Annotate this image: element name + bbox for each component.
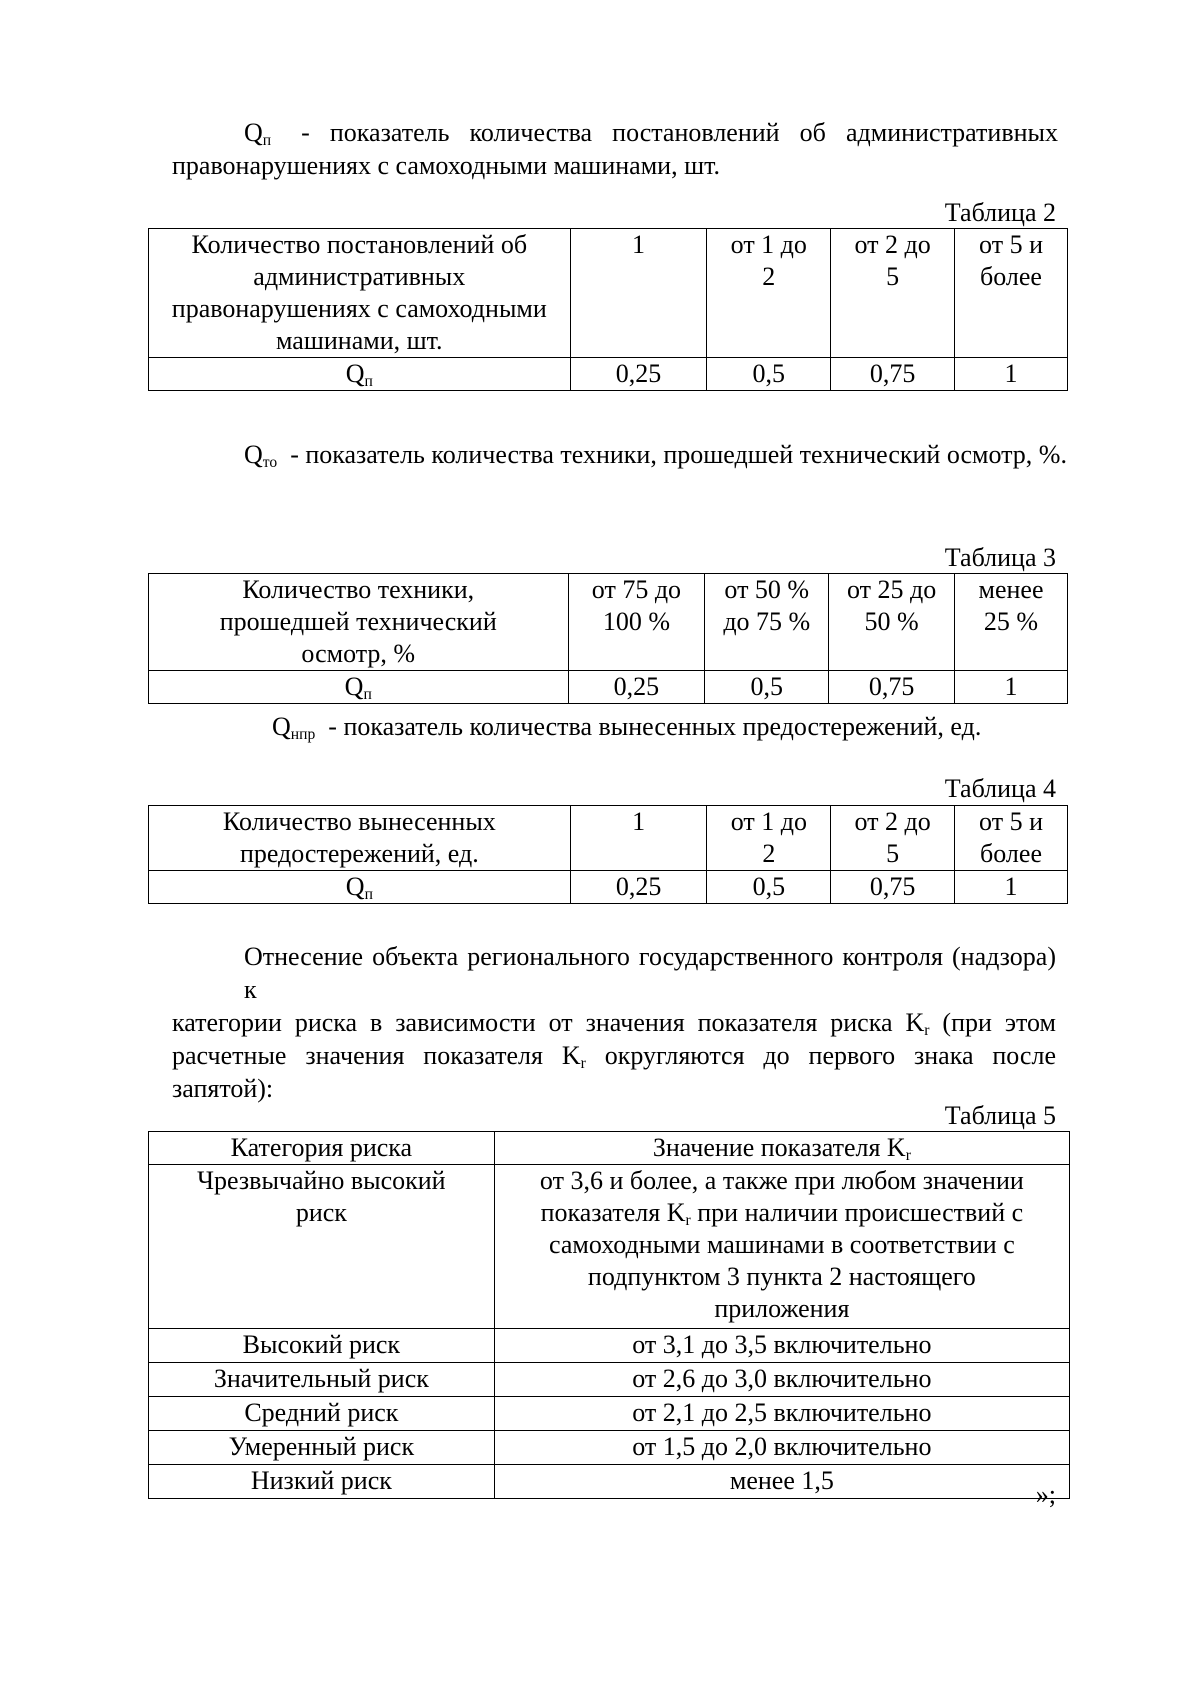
category-paragraph-line4: запятой): — [172, 1074, 274, 1103]
qp-definition-line2: правонарушениях с самоходными машинами, шт. — [172, 151, 720, 180]
table4-row-symbol: $Q_п$ — [149, 871, 571, 904]
table2-header-col: от 2 до 5 — [831, 229, 955, 358]
table4 — [148, 805, 1068, 904]
table3-row-value: 0,75 — [829, 671, 955, 704]
table2-header-col: от 5 и более — [955, 229, 1068, 358]
table5-value: от 2,1 до 2,5 включительно — [494, 1397, 1069, 1431]
category-paragraph-line2: категории риска в зависимости от значения показателя риска $K_r$ (при этом — [172, 1008, 1057, 1039]
qp-definition-text: - показатель количества постановлений об административных — [301, 118, 1058, 147]
category-paragraph-line3: расчетные значения показателя $K_r$ округляются до первого знака после — [172, 1041, 1056, 1072]
category-paragraph-line1: Отнесение объекта регионального государственного контроля (надзора) к — [244, 942, 1056, 1004]
table5-category: Значительный риск — [149, 1363, 495, 1397]
table3-row-value: 0,5 — [705, 671, 829, 704]
table-row — [149, 1165, 1070, 1329]
table3-header-col: от 75 до 100 % — [568, 574, 705, 671]
table-row — [149, 1431, 1070, 1465]
table3-header-col: менее 25 % — [955, 574, 1068, 671]
table-row — [149, 1132, 1070, 1165]
table3-row-symbol: $Q_п$ — [149, 671, 569, 704]
table3-caption: Таблица 3 — [944, 543, 1056, 572]
table2-row-value: 0,25 — [570, 358, 707, 391]
table-row — [149, 806, 1068, 871]
table5-value: от 1,5 до 2,0 включительно — [494, 1431, 1069, 1465]
table5-value: от 3,1 до 3,5 включительно — [494, 1329, 1069, 1363]
table2-caption: Таблица 2 — [944, 198, 1056, 227]
qp-definition — [172, 116, 1058, 182]
qnpr-definition — [272, 710, 1152, 743]
table2-header-label: Количество постановлений об административных правонарушениях с самоходными машинами, шт. — [149, 229, 571, 358]
qp-definition-line1 — [172, 116, 1058, 149]
table4-header-col: от 2 до 5 — [831, 806, 955, 871]
table4-row-value: 0,25 — [570, 871, 707, 904]
table5-category: Умеренный риск — [149, 1431, 495, 1465]
table-row — [149, 1363, 1070, 1397]
table2-header-col: 1 — [570, 229, 707, 358]
table3-header-col: от 25 до 50 % — [829, 574, 955, 671]
table5-category: Средний риск — [149, 1397, 495, 1431]
table-row — [149, 574, 1068, 671]
table2-header-col: от 1 до 2 — [707, 229, 831, 358]
qnpr-definition-text: - показатель количества вынесенных предостережений, ед. — [328, 712, 982, 741]
table3 — [148, 573, 1068, 704]
table-row — [149, 671, 1068, 704]
table-row — [149, 229, 1068, 358]
qto-symbol: $Q_{то}$ — [244, 440, 278, 471]
closing-quote: »; — [1035, 1480, 1056, 1509]
qto-definition-text: - показатель количества техники, прошедшей технический осмотр, %. — [290, 440, 1067, 469]
table3-row-value: 0,25 — [568, 671, 705, 704]
qto-definition — [244, 438, 1144, 471]
qp-symbol: $Q_п$ — [244, 118, 272, 149]
table4-row-value: 0,75 — [831, 871, 955, 904]
table4-header-col: от 1 до 2 — [707, 806, 831, 871]
table-row — [149, 1465, 1070, 1499]
table2-row-value: 1 — [955, 358, 1068, 391]
table5-caption: Таблица 5 — [944, 1101, 1056, 1130]
table4-header-col: от 5 и более — [955, 806, 1068, 871]
table5-value: менее 1,5 — [494, 1465, 1069, 1499]
table5-header-category: Категория риска — [149, 1132, 495, 1165]
table2-row-symbol: $Q_п$ — [149, 358, 571, 391]
table5-category: Высокий риск — [149, 1329, 495, 1363]
table5-category: Чрезвычайно высокий риск — [149, 1165, 495, 1329]
table-row — [149, 1329, 1070, 1363]
table5-category: Низкий риск — [149, 1465, 495, 1499]
table3-row-value: 1 — [955, 671, 1068, 704]
table4-caption: Таблица 4 — [944, 774, 1056, 803]
category-paragraph — [172, 940, 1056, 1105]
table-row — [149, 871, 1068, 904]
table4-header-label: Количество вынесенных предостережений, ед. — [149, 806, 571, 871]
table2-row-value: 0,5 — [707, 358, 831, 391]
table-row — [149, 358, 1068, 391]
table2-row-value: 0,75 — [831, 358, 955, 391]
table4-row-value: 1 — [955, 871, 1068, 904]
table5 — [148, 1131, 1070, 1499]
table-row — [149, 1397, 1070, 1431]
table5-value: от 3,6 и более, а также при любом значении показателя $K_r$ при наличии происшествий с самоходными машинами в соответствии с подпунктом 3 пункта 2 настоящего приложения — [494, 1165, 1069, 1329]
table3-header-label: Количество техники, прошедшей технический осмотр, % — [149, 574, 569, 671]
table3-header-col: от 50 % до 75 % — [705, 574, 829, 671]
table5-header-value: Значение показателя $K_r$ — [494, 1132, 1069, 1165]
table2 — [148, 228, 1068, 391]
table4-header-col: 1 — [570, 806, 707, 871]
qnpr-symbol: $Q_{нпр}$ — [272, 712, 316, 743]
table5-value: от 2,6 до 3,0 включительно — [494, 1363, 1069, 1397]
table4-row-value: 0,5 — [707, 871, 831, 904]
